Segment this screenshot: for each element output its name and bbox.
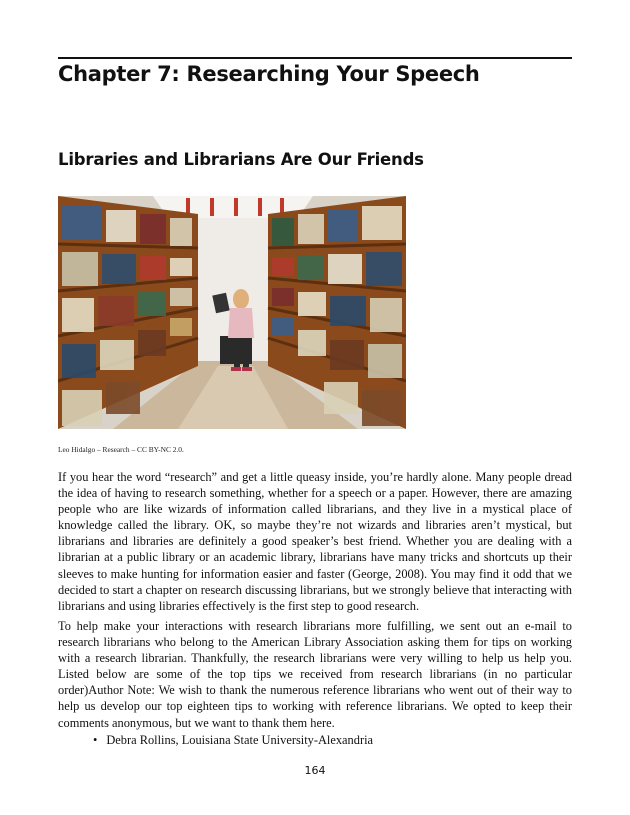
contributor-list: [93, 732, 373, 748]
library-photo: [58, 196, 406, 429]
list-item: • Debra Rollins, Louisiana State University-Alexandria: [93, 732, 373, 748]
body-paragraph: To help make your interactions with research librarians more fulfilling, we sent out an e-mail to research librarians who belong to the American Library Association asking them for tips on working with a research librarian. Thankfully, the research librarians were very willing to help us help you. Listed below are some of the top tips we received from research librarians (in no particular order)Author Note: We wish to thank the numerous reference librarians who went out of their way to help us develop our top eighteen tips to working with reference librarians. We opted to keep their comments anonymous, but we want to thank them here.: [58, 619, 572, 730]
section-heading: Libraries and Librarians Are Our Friends: [58, 150, 424, 169]
chapter-title: Chapter 7: Researching Your Speech: [58, 62, 480, 86]
figure-caption: Leo Hidalgo – Research – CC BY-NC 2.0.: [58, 445, 184, 454]
chapter-top-rule: [58, 57, 572, 59]
page-number: 164: [304, 764, 326, 777]
body-paragraph: If you hear the word “research” and get a little queasy inside, you’re hardly alone. Many people dread the idea of having to research something, whether for a speech or a paper. However, there are amazing people who are like wizards of information called librarians, and they live in a mystical place of knowledge called the library. OK, so maybe they’re not wizards and libraries aren’t mystical, but librarians and libraries are definitely a good speaker’s best friend. Whether you are dealing with a librarian at a public library or an academic library, librarians have many tricks and shortcuts up their sleeves to make hunting for information easier and faster (George, 2008). You may find it odd that we decided to start a chapter on research discussing librarians, but we strongly believe that interacting with librarians and using libraries effectively is the first step to good research.: [58, 470, 572, 613]
